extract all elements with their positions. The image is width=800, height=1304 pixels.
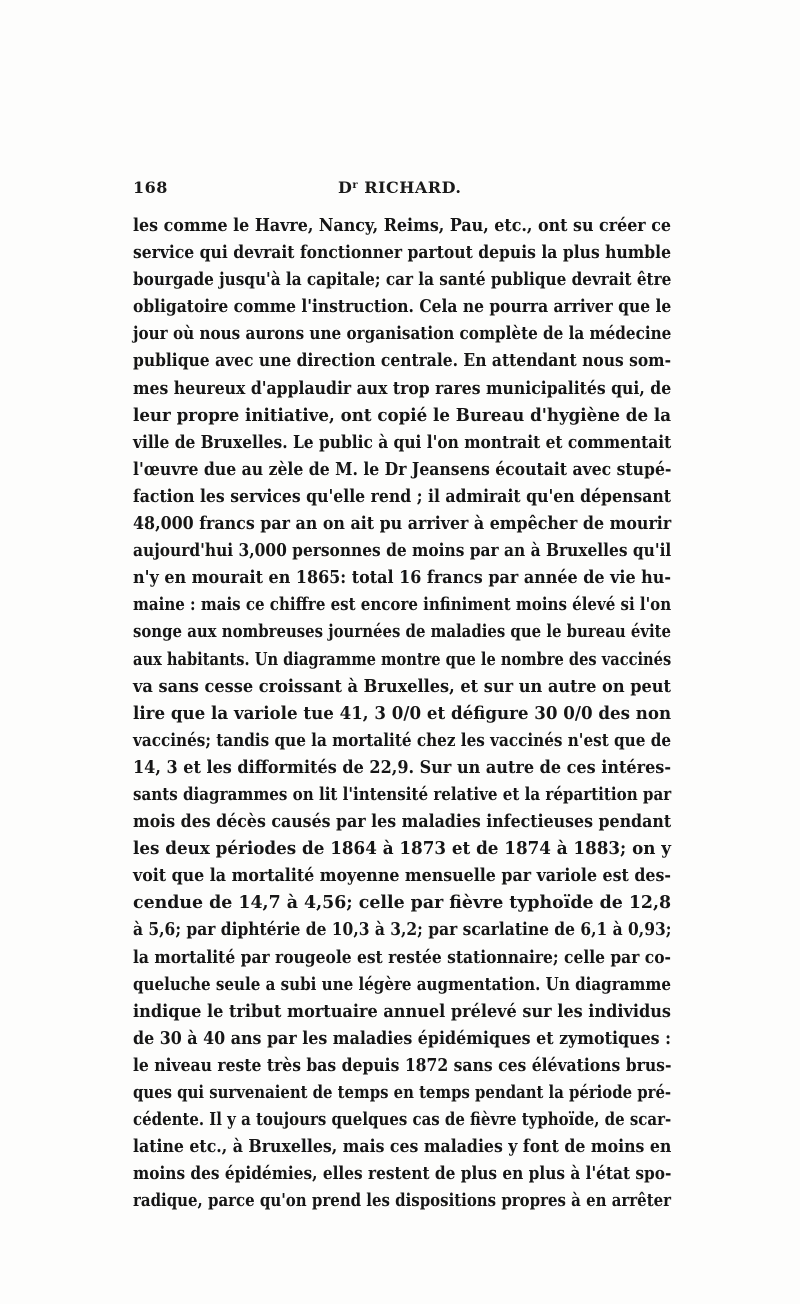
text-line: publique avec une direction centrale. En attendant nous som- [133,350,671,372]
text-line: indique le tribut mortuaire annuel prélevé sur les individus [133,1000,671,1022]
text-line: lire que la variole tue 41, 3 0/0 et défigure 30 0/0 des non [133,702,672,724]
text-line: à 5,6; par diphtérie de 10,3 à 3,2; par scarlatine de 6,1 à 0,93; [133,919,672,941]
text-line: obligatoire comme l'instruction. Cela ne pourra arriver que le [133,296,672,318]
text-line: mois des décès causés par les maladies infectieuses pendant [133,811,672,833]
text-line: la mortalité par rougeole est restée stationnaire; celle par co- [133,946,671,968]
text-line: faction les services qu'elle rend ; il admirait qu'en dépensant [133,485,671,507]
text-line: jour où nous aurons une organisation complète de la médecine [133,323,672,345]
text-line: ville de Bruxelles. Le public à qui l'on montrait et commentait [133,431,672,453]
text-line: les comme le Havre, Nancy, Reims, Pau, etc., ont su créer ce [133,215,671,236]
text-line: de 30 à 40 ans par les maladies épidémiques et zymotiques : [133,1027,671,1049]
page-header [133,178,669,202]
text-line: queluche seule a subi une légère augmentation. Un diagramme [133,973,671,995]
text-line: ques qui survenaient de temps en temps pendant la période pré- [133,1082,672,1103]
author-suffix: r [352,180,359,191]
text-line: vaccinés; tandis que la mortalité chez les vaccinés n'est que de [133,729,672,751]
text-line: radique, parce qu'on prend les dispositions propres à en arrêter [133,1190,671,1212]
text-line: va sans cesse croissant à Bruxelles, et sur un autre on peut [133,675,671,697]
text-line: leur propre initiative, ont copié le Bureau d'hygiène de la [133,404,671,426]
running-head [338,178,461,197]
text-line: moins des épidémies, elles restent de plus en plus à l'état spo- [133,1163,672,1185]
text-line: cendue de 14,7 à 4,56; celle par fièvre typhoïde de 12,8 [133,892,672,914]
text-line: mes heureux d'applaudir aux trop rares municipalités qui, de [133,377,672,399]
text-line: les deux périodes de 1864 à 1873 et de 1874 à 1883; on y [133,838,671,860]
text-line: 48,000 francs par an on ait pu arriver à empêcher de mourir [133,513,672,535]
text-line: voit que la mortalité moyenne mensuelle par variole est des- [133,865,671,887]
text-line: le niveau reste très bas depuis 1872 sans ces élévations brus- [133,1054,672,1076]
text-line: aujourd'hui 3,000 personnes de moins par an à Bruxelles qu'il [133,540,672,562]
page-number: 168 [133,178,168,197]
text-line: sants diagrammes on lit l'intensité relative et la répartition par [133,783,672,805]
text-line: aux habitants. Un diagramme montre que le nombre des vaccinés [133,648,672,670]
text-line: songe aux nombreuses journées de maladies que le bureau évite [133,621,671,643]
text-line: l'œuvre due au zèle de M. le Dr Jeansens écoutait avec stupé- [133,458,672,480]
body-text [133,212,671,1214]
text-line: bourgade jusqu'à la capitale; car la santé publique devrait être [133,269,672,291]
text-line: service qui devrait fonctionner partout depuis la plus humble [133,242,671,264]
text-line: cédente. Il y a toujours quelques cas de fièvre typhoïde, de scar- [133,1109,672,1131]
author-name: RICHARD. [358,178,462,197]
author-prefix: D [338,178,353,197]
text-line: latine etc., à Bruxelles, mais ces maladies y font de moins en [133,1136,672,1158]
text-line: n'y en mourait en 1865: total 16 francs par année de vie hu- [133,567,671,589]
text-line: maine : mais ce chiffre est encore infiniment moins élevé si l'on [133,594,672,616]
text-line: 14, 3 et les difformités de 22,9. Sur un autre de ces intéres- [133,756,671,778]
